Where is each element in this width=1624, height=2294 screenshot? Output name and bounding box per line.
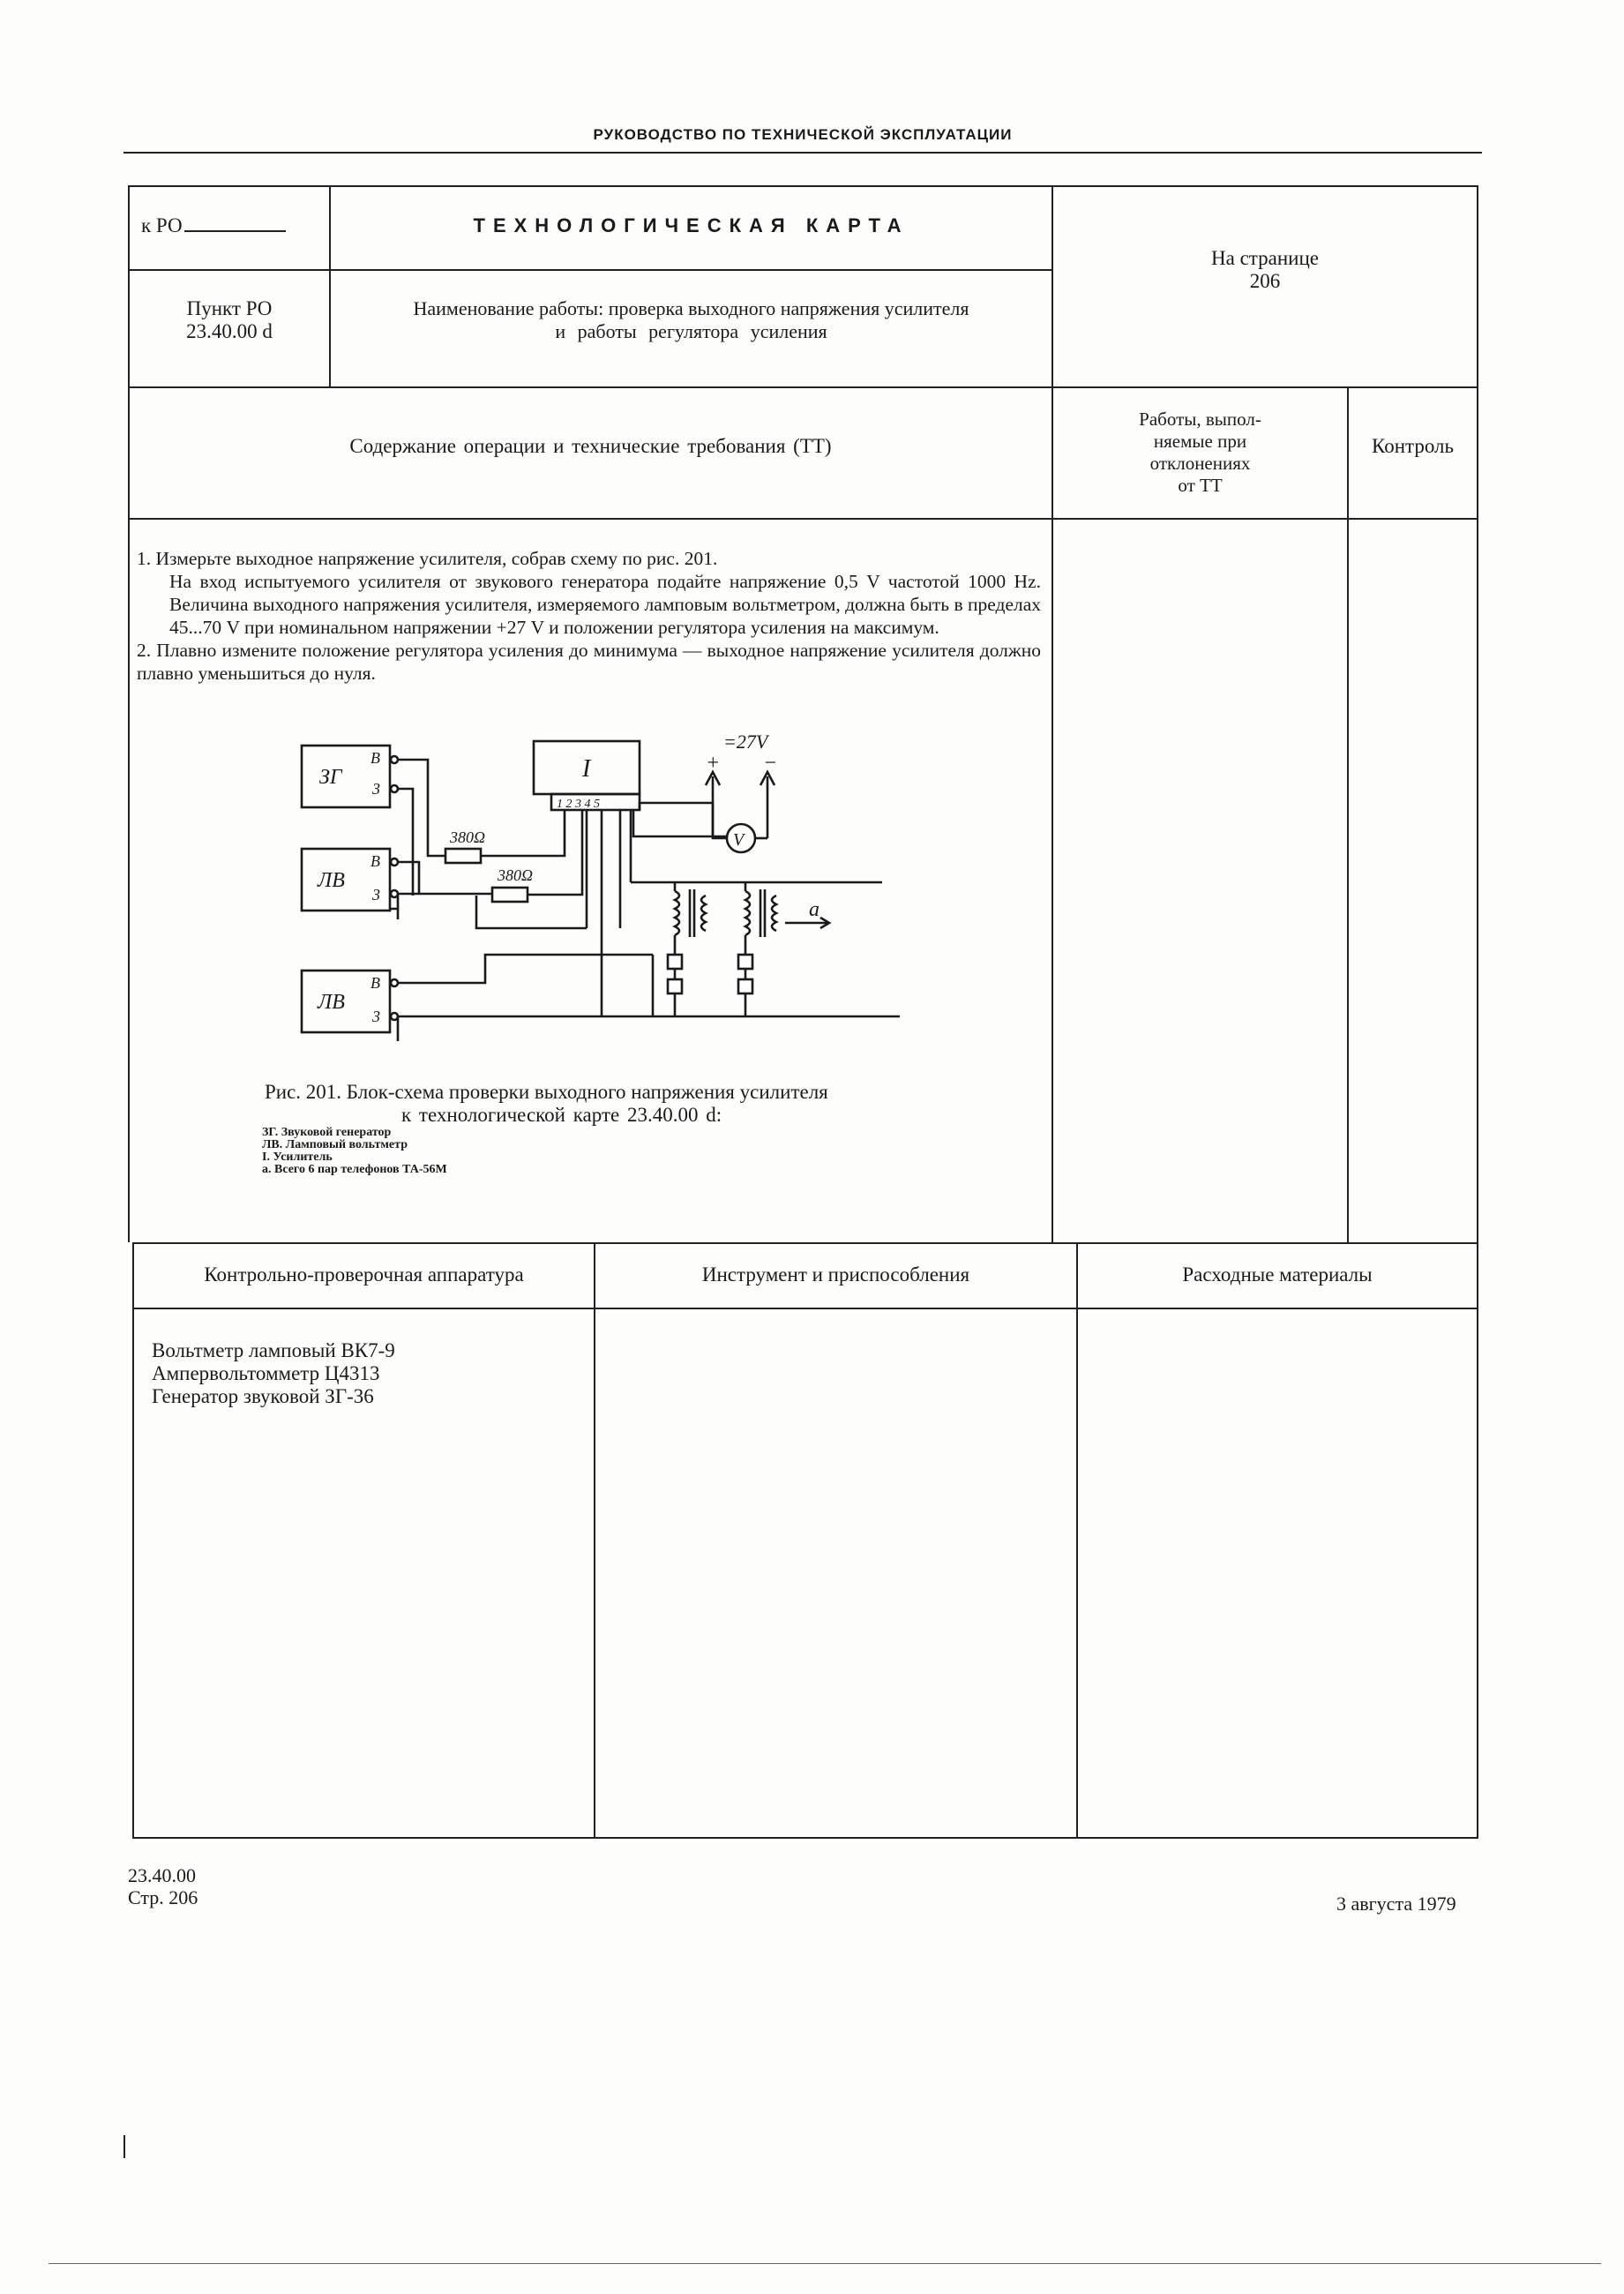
footer-date: 3 августа 1979 (1336, 1893, 1456, 1915)
voltmeter-symbol-label: V (733, 830, 745, 850)
generator-terminal-b: В (370, 749, 380, 767)
ro-item-number: 23.40.00 d (186, 320, 273, 342)
work-name (331, 297, 1051, 343)
generator-terminal-3: 3 (372, 780, 380, 798)
table-rule (1347, 386, 1349, 1242)
tools-column-heading: Инструмент и приспособления (701, 1263, 970, 1286)
step-2: 2. Плавно измените положение регулятора усиления до минимума — выходное напряжение усилителя должно плавно уменьшиться до нуля. (137, 640, 1041, 684)
voltmeter-2-terminal-b: В (370, 974, 380, 992)
operation-steps (137, 547, 1041, 685)
content-column-heading: Содержание операции и технические требования (ТТ) (349, 435, 832, 457)
amplifier-label: I (582, 755, 591, 783)
resistor-1 (445, 849, 481, 863)
voltmeter-2-terminal-3: 3 (372, 1008, 380, 1025)
scan-artifact-line (49, 2263, 1601, 2264)
header-rule (123, 152, 1482, 154)
output-transformer-1 (668, 882, 706, 993)
table-rule (594, 1242, 595, 1839)
voltmeter-1-terminal-b: В (370, 852, 380, 870)
amplifier-pins: 1 2 3 4 5 (557, 798, 600, 811)
figure-caption (265, 1081, 828, 1127)
resistor-1-label: 380Ω (450, 828, 486, 846)
ro-reference (141, 214, 286, 237)
work-name-line1: Наименование работы: проверка выходного напряжения усилителя (413, 297, 969, 319)
legend-item: I. Усилитель (262, 1151, 333, 1164)
tube-voltmeter-1-label: ЛВ (318, 869, 345, 892)
table-rule (132, 1837, 1478, 1839)
legend-item: ЛВ. Ламповый вольтметр (262, 1138, 408, 1151)
page-reference (1053, 247, 1477, 293)
document-header: РУКОВОДСТВО ПО ТЕХНИЧЕСКОЙ ЭКСПЛУАТАЦИИ (593, 126, 1013, 143)
control-column-heading: Контроль (1372, 435, 1454, 457)
deviations-heading-line: няемые при (1153, 431, 1247, 452)
deviations-column-heading (1053, 409, 1347, 497)
table-rule (128, 386, 1478, 388)
deviations-heading-line: отклонениях (1149, 453, 1251, 474)
resistor-2 (492, 888, 528, 902)
figure-caption-line2: к технологической карте 23.40.00 d: (401, 1104, 722, 1126)
ro-reference-label: к РО (141, 214, 183, 236)
legend-item: а. Всего 6 пар телефонов ТА-56М (262, 1163, 447, 1176)
table-rule (132, 1242, 134, 1839)
supply-plus-sign: + (706, 752, 721, 775)
figure-caption-line1: Рис. 201. Блок-схема проверки выходного напряжения усилителя (265, 1081, 828, 1103)
work-name-line2: и работы регулятора усиления (555, 320, 827, 342)
equipment-item: Вольтметр ламповый ВК7-9 (152, 1339, 395, 1361)
ro-reference-blank (184, 230, 286, 232)
ro-item (130, 297, 329, 343)
table-rule (128, 269, 1052, 271)
table-rule (1051, 185, 1053, 1242)
table-rule (1477, 185, 1478, 1839)
step-1-heading: 1. Измерьте выходное напряжение усилителя, собрав схему по рис. 201. (137, 548, 718, 569)
card-title: ТЕХНОЛОГИЧЕСКАЯ КАРТА (473, 214, 909, 236)
scan-artifact-mark (123, 2135, 125, 2158)
supply-minus-sign: − (763, 752, 778, 775)
table-rule (1076, 1242, 1078, 1839)
ro-item-label: Пункт РО (186, 297, 273, 319)
table-rule (132, 1308, 1478, 1309)
table-rule (128, 518, 1478, 520)
tube-voltmeter-2-label: ЛВ (318, 991, 345, 1014)
test-circuit-schematic (282, 723, 900, 1068)
table-rule (132, 1242, 1478, 1244)
page-reference-label: На странице (1211, 247, 1319, 269)
resistor-2-label: 380Ω (498, 866, 534, 884)
footer-page: Стр. 206 (128, 1886, 198, 1908)
voltmeter-1-terminal-3: 3 (372, 886, 380, 903)
equipment-list (152, 1339, 395, 1408)
page-reference-number: 206 (1249, 270, 1281, 292)
supply-voltage-label: =27V (723, 731, 768, 753)
footer-code: 23.40.00 (128, 1864, 196, 1886)
materials-column-heading: Расходные материалы (1182, 1263, 1373, 1286)
equipment-item: Ампервольтомметр Ц4313 (152, 1362, 380, 1384)
phones-label: а (809, 898, 819, 921)
equipment-column-heading: Контрольно-проверочная аппаратура (204, 1263, 524, 1286)
deviations-heading-line: Работы, выпол- (1139, 409, 1261, 430)
footer-left (128, 1864, 198, 1908)
equipment-item: Генератор звуковой ЗГ-36 (152, 1385, 374, 1407)
deviations-heading-line: от ТТ (1178, 475, 1223, 496)
table-rule (128, 185, 130, 1242)
legend-item: ЗГ. Звуковой генератор (262, 1126, 392, 1139)
figure-legend (262, 1127, 447, 1176)
sound-generator-label: ЗГ (319, 766, 342, 789)
step-1-body: На вход испытуемого усилителя от звукового генератора подайте напряжение 0,5 V частотой 1000 Hz. Величина выходного напряжения усилителя, измеряемого ламповым вольтметром, должна быть в пределах 45...70 V при номинальном напряжении +27 V и положении регулятора усиления на максимум. (169, 571, 1042, 638)
